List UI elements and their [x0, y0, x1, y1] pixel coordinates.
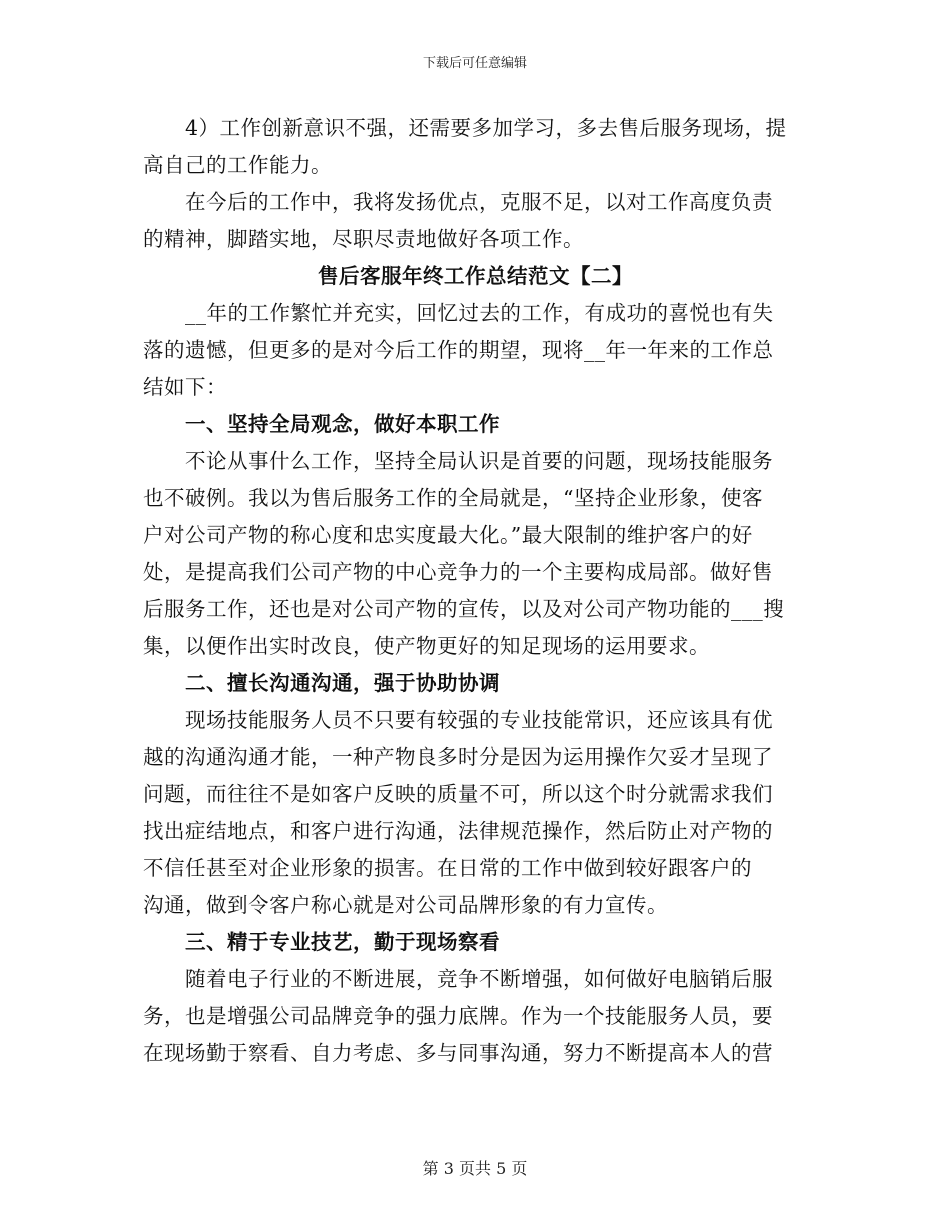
- paragraph-line: 在现场勤于察看、自力考虑、多与同事沟通，努力不断提高本人的营: [143, 1041, 773, 1065]
- paragraph-line: 不论从事什么工作，坚持全局认识是首要的问题，现场技能服务: [185, 449, 773, 473]
- paragraph-line: 不信任甚至对企业形象的损害。在日常的工作中做到较好跟客户的: [143, 856, 752, 880]
- paragraph-line: 务，也是增强公司品牌竞争的强力底牌。作为一个技能服务人员，要: [143, 1004, 773, 1028]
- paragraph-line: 落的遗憾，但更多的是对今后工作的期望，现将__年一年来的工作总: [143, 338, 774, 362]
- paragraph-line: 随着电子行业的不断进展，竞争不断增强，如何做好电脑销后服: [185, 967, 773, 991]
- paragraph-line: 找出症结地点，和客户进行沟通，法律规范操作，然后防止对产物的: [143, 819, 773, 843]
- paragraph-line: 问题，而往往不是如客户反映的质量不可，所以这个时分就需求我们: [143, 782, 773, 806]
- page-header: 下载后可任意编辑: [422, 56, 527, 71]
- paragraph-line: __年的工作繁忙并充实，回忆过去的工作，有成功的喜悦也有失: [185, 301, 774, 325]
- paragraph-line: 在今后的工作中，我将发扬优点，克服不足，以对工作高度负责: [185, 190, 773, 214]
- section-heading: 二、擅长沟通沟通，强于协助协调: [185, 671, 500, 695]
- paragraph-line: 高自己的工作能力。: [143, 153, 332, 177]
- paragraph-line: 现场技能服务人员不只要有较强的专业技能常识，还应该具有优: [185, 708, 773, 732]
- paragraph-line: 的精神，脚踏实地，尽职尽责地做好各项工作。: [143, 227, 584, 251]
- paragraph-line: 集，以便作出实时改良，使产物更好的知足现场的运用要求。: [143, 634, 710, 658]
- page-number: 第 3 页共 5 页: [422, 1159, 528, 1178]
- paragraph-line: 处，是提高我们公司产物的中心竞争力的一个主要构成局部。做好售: [143, 560, 773, 584]
- paragraph-line: 后服务工作，还也是对公司产物的宣传，以及对公司产物功能的___搜: [143, 597, 785, 621]
- section-heading: 三、精于专业技艺，勤于现场察看: [185, 930, 500, 954]
- paragraph-line: 结如下：: [143, 375, 227, 399]
- paragraph-line: 户对公司产物的称心度和忠实度最大化。”最大限制的维护客户的好: [143, 523, 753, 547]
- paragraph-line: 越的沟通沟通才能，一种产物良多时分是因为运用操作欠妥才呈现了: [143, 745, 773, 769]
- paragraph-line: 沟通，做到令客户称心就是对公司品牌形象的有力宣传。: [143, 893, 668, 917]
- paragraph-line: 也不破例。我以为售后服务工作的全局就是，“坚持企业形象，使客: [143, 486, 763, 510]
- document-body: [143, 110, 808, 1072]
- section-title: 售后客服年终工作总结范文【二】: [318, 264, 633, 288]
- section-heading: 一、坚持全局观念，做好本职工作: [185, 412, 500, 436]
- paragraph-line: 4）工作创新意识不强，还需要多加学习，多去售后服务现场，提: [185, 116, 787, 140]
